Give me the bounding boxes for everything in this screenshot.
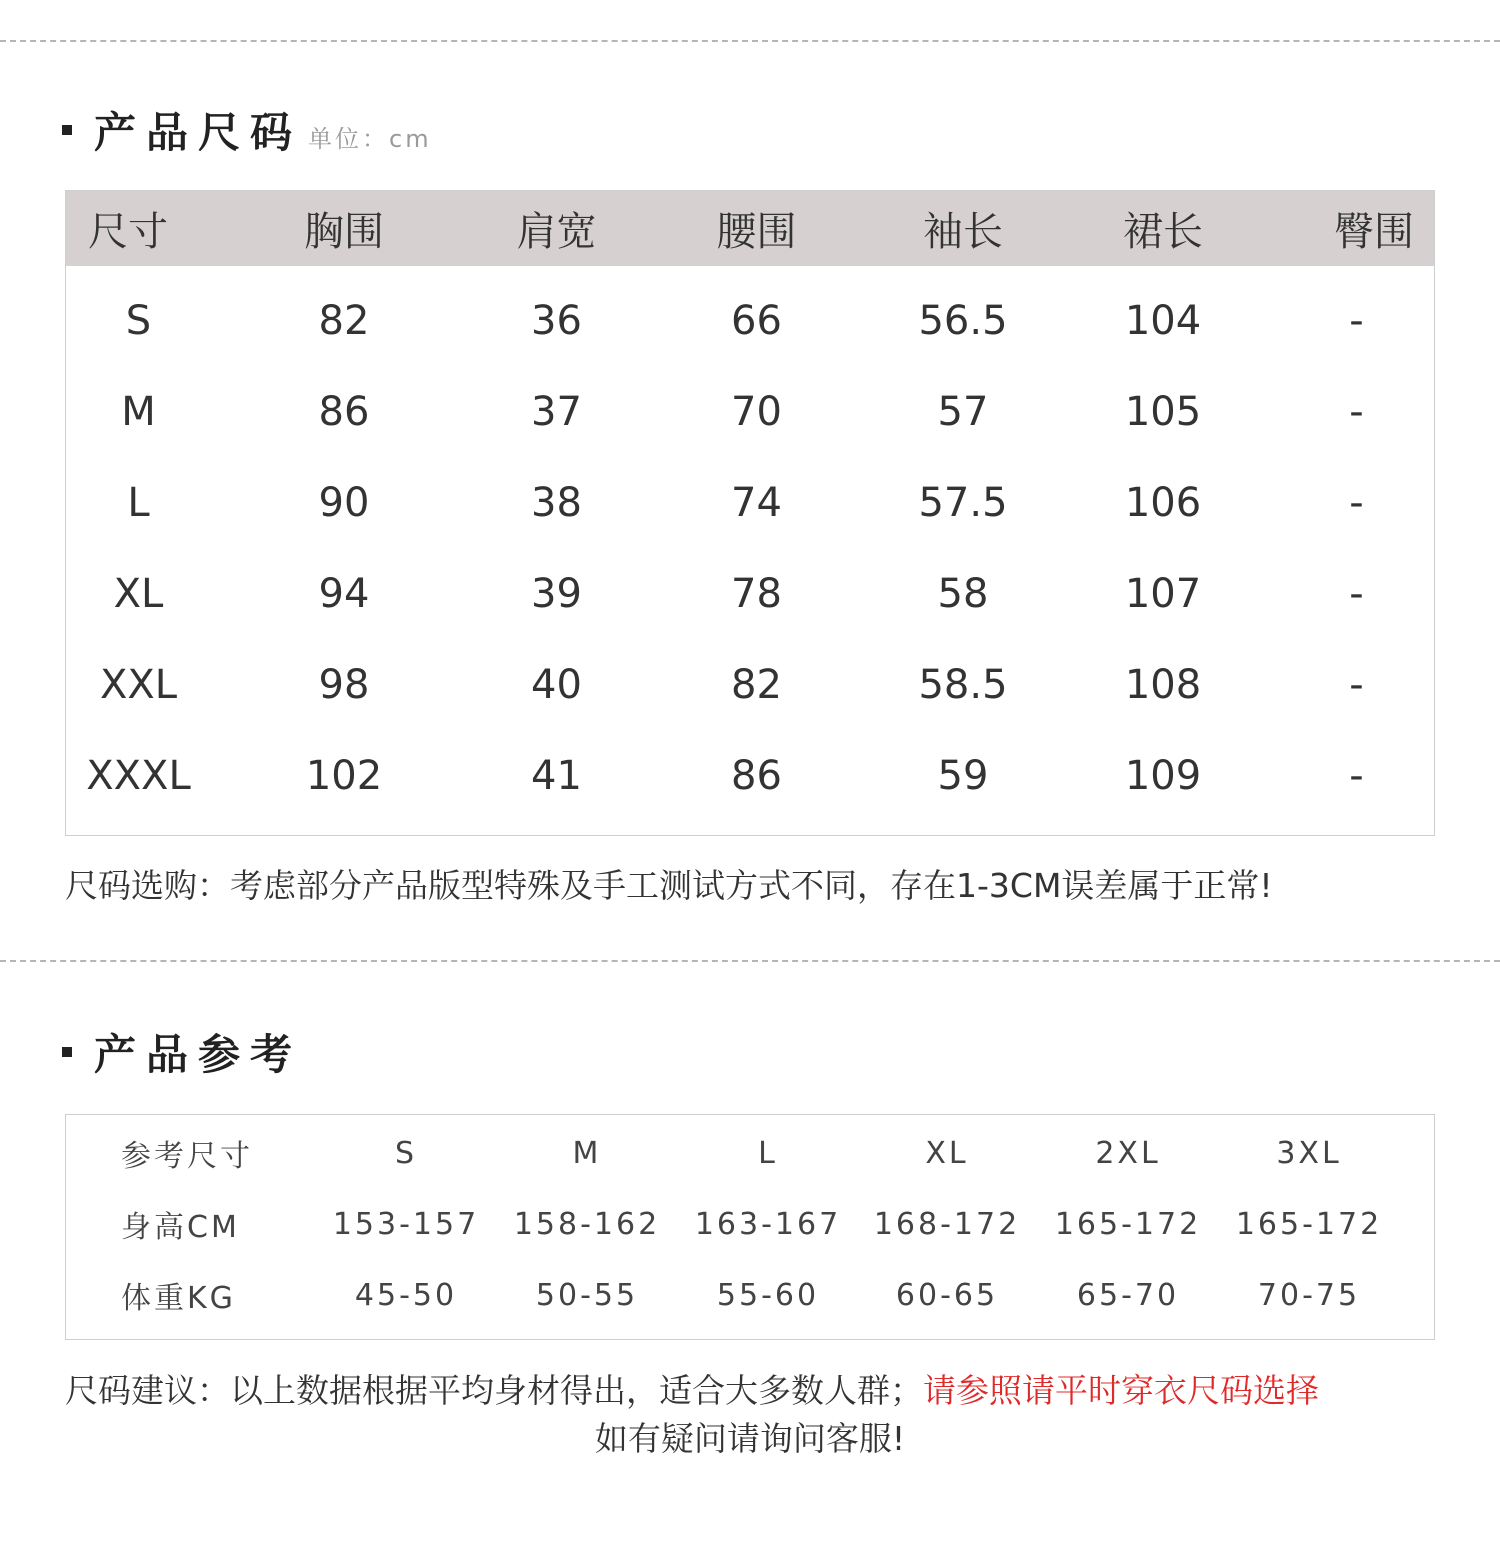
- size-note: 尺码选购：考虑部分产品版型特殊及手工测试方式不同，存在1-3CM误差属于正常!: [65, 866, 1273, 905]
- section-title-size: [62, 100, 432, 160]
- table-cell: 57: [937, 388, 989, 435]
- table-row: [66, 639, 1434, 730]
- table-cell: 165-172: [1235, 1206, 1383, 1242]
- table-cell: M: [121, 388, 156, 435]
- contact-note: 如有疑问请询问客服!: [594, 1419, 906, 1458]
- section-title-reference: [62, 1022, 302, 1082]
- size-table-body: [66, 266, 1434, 821]
- row-label: 体重KG: [121, 1281, 236, 1316]
- table-cell: -: [1349, 661, 1364, 708]
- table-cell: 58.5: [918, 661, 1008, 708]
- divider-top: [0, 40, 1500, 42]
- table-cell: 94: [318, 570, 370, 617]
- table-cell: XL: [113, 570, 164, 617]
- table-row: [66, 275, 1434, 366]
- table-cell: 58: [937, 570, 989, 617]
- unit-label: 单位：cm: [308, 125, 432, 153]
- table-cell: 2XL: [1095, 1135, 1161, 1171]
- header-cell: 肩宽: [516, 209, 597, 255]
- table-cell: S: [125, 297, 152, 344]
- table-cell: 106: [1124, 479, 1202, 526]
- table-cell: L: [127, 479, 150, 526]
- table-cell: XXL: [99, 661, 178, 708]
- table-cell: 158-162: [513, 1206, 661, 1242]
- table-cell: 102: [305, 752, 383, 799]
- table-cell: 36: [531, 297, 582, 344]
- size-title: 产品尺码: [94, 108, 303, 157]
- header-cell: 裙长: [1123, 209, 1203, 255]
- table-cell: -: [1349, 570, 1364, 617]
- table-cell: 50-55: [535, 1277, 639, 1313]
- header-cell: 臀围: [1334, 209, 1414, 255]
- bullet-icon: [62, 125, 72, 135]
- divider-middle: [0, 960, 1500, 962]
- table-cell: 163-167: [694, 1206, 842, 1242]
- table-cell: 66: [731, 297, 782, 344]
- header-cell: 胸围: [304, 209, 384, 255]
- suggestion-highlight: 请参照请平时穿衣尺码选择: [923, 1371, 1319, 1410]
- suggestion-text: 尺码建议：以上数据根据平均身材得出，适合大多数人群；: [65, 1371, 923, 1410]
- row-label: 身高CM: [121, 1210, 240, 1245]
- table-cell: 70-75: [1257, 1277, 1361, 1313]
- table-cell: XL: [925, 1135, 969, 1171]
- header-cell: 袖长: [923, 209, 1003, 255]
- table-cell: 37: [531, 388, 582, 435]
- table-row: [66, 1265, 1436, 1325]
- table-cell: 168-172: [873, 1206, 1021, 1242]
- table-cell: 107: [1124, 570, 1202, 617]
- table-cell: XXXL: [86, 752, 191, 799]
- table-cell: -: [1349, 297, 1364, 344]
- table-cell: 86: [318, 388, 370, 435]
- table-cell: 78: [731, 570, 782, 617]
- table-cell: M: [572, 1135, 602, 1171]
- table-cell: 65-70: [1076, 1277, 1180, 1313]
- table-cell: 57.5: [918, 479, 1008, 526]
- table-cell: S: [394, 1135, 418, 1171]
- table-cell: -: [1349, 752, 1364, 799]
- table-cell: 98: [318, 661, 370, 708]
- header-cell: 腰围: [716, 209, 797, 255]
- table-cell: 104: [1124, 297, 1202, 344]
- table-cell: 86: [731, 752, 782, 799]
- table-cell: 109: [1124, 752, 1202, 799]
- row-label: 参考尺寸: [121, 1139, 253, 1174]
- table-cell: 108: [1124, 661, 1202, 708]
- table-cell: 165-172: [1054, 1206, 1202, 1242]
- table-cell: 105: [1124, 388, 1202, 435]
- table-cell: 3XL: [1276, 1135, 1342, 1171]
- size-table: [65, 190, 1435, 836]
- table-cell: 90: [318, 479, 370, 526]
- table-cell: 59: [937, 752, 989, 799]
- table-row: [66, 548, 1434, 639]
- table-cell: 60-65: [895, 1277, 999, 1313]
- bullet-icon: [62, 1047, 72, 1057]
- size-suggestion: [65, 1365, 1319, 1412]
- table-row: [66, 366, 1434, 457]
- table-cell: 45-50: [354, 1277, 458, 1313]
- table-cell: 55-60: [716, 1277, 820, 1313]
- table-cell: 82: [318, 297, 370, 344]
- table-row: [66, 457, 1434, 548]
- table-cell: 38: [531, 479, 582, 526]
- reference-title: 产品参考: [94, 1030, 303, 1079]
- table-cell: 40: [531, 661, 582, 708]
- table-cell: 39: [531, 570, 582, 617]
- reference-table: [65, 1114, 1435, 1340]
- size-table-header: [66, 191, 1434, 266]
- table-cell: -: [1349, 388, 1364, 435]
- table-cell: 41: [531, 752, 582, 799]
- table-cell: 70: [731, 388, 782, 435]
- table-row: [66, 1194, 1436, 1254]
- table-cell: L: [758, 1135, 778, 1171]
- table-cell: 82: [731, 661, 782, 708]
- table-row: [66, 730, 1434, 821]
- table-cell: 56.5: [918, 297, 1008, 344]
- table-cell: -: [1349, 479, 1364, 526]
- table-cell: 74: [731, 479, 782, 526]
- table-row: [66, 1123, 1436, 1183]
- table-cell: 153-157: [332, 1206, 480, 1242]
- header-cell: 尺寸: [88, 209, 168, 255]
